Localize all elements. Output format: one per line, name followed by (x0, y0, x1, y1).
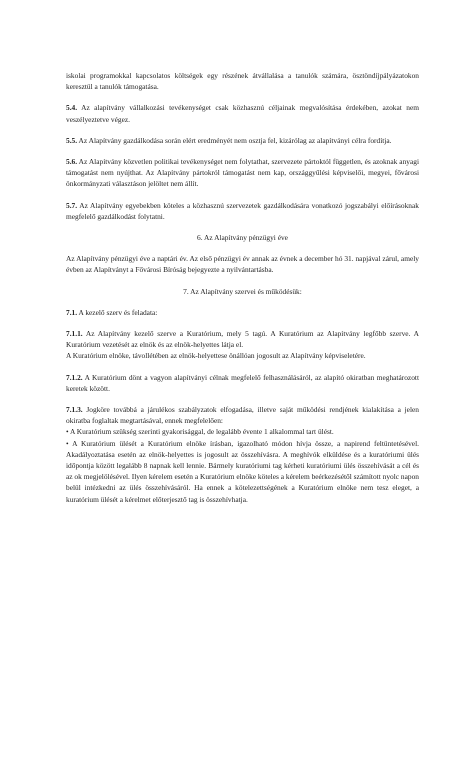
paragraph-number: 7.1.1. (66, 329, 83, 339)
paragraph-5-5 (66, 135, 419, 146)
paragraph-text: Az Alapítvány közvetlen politikai tevékenységet nem folytathat, szervezete pártoktól független, és azoknak anyagi támogatást nem nyújthat. Az Alapítvány pártokról támogatást nem kap, országgyűlési képviselői, megyei, fővárosi önkormányzati választáson jelöltet nem állít. (66, 157, 419, 189)
paragraph-number: 5.4. (66, 103, 78, 113)
subsection-7-1 (66, 307, 419, 318)
paragraph-text: Az alapítvány vállalkozási tevékenységet csak közhasznú céljainak megvalósítása érdekében, azokat nem veszélyeztetve végez. (66, 103, 419, 124)
paragraph-5-4 (66, 102, 419, 124)
bullet-item: • A Kuratórium szükség szerinti gyakorisággal, de legalább évente 1 alkalommal tart ülést. (66, 427, 334, 437)
section-6-heading: 6. Az Alapítvány pénzügyi éve (197, 233, 288, 243)
paragraph-text: Az Alapítvány egyebekben köteles a közhasznú szervezetek gazdálkodására vonatkozó jogszabályi előírásoknak megfelelő gazdálkodást folytatni. (66, 200, 419, 221)
section-7-heading: 7. Az Alapítvány szervei és működésük: (183, 286, 302, 296)
paragraph-text: Az Alapítvány gazdálkodása során elért eredményét nem osztja fel, kizárólag az alapítványi célra fordítja. (78, 135, 392, 145)
bullet-item: • A Kuratórium ülését a Kuratórium elnöke írásban, igazolható módon hívja össze, a napirend feltüntetésével. Akadályoztatása esetén az elnök-helyettes is jogosult az összehívásra. A meghívók elküldése és a kuratóriumi ülés időpontja között legalább 8 napnak kell lennie. Bármely kuratóriumi tag kérheti kuratóriumi ülés összehívását a cél és az ok megjelölésével. Ilyen kérelem esetén a Kuratórium elnöke köteles a kérelem beérkezésétől számított nyolc napon belül intézkedni az ülés összehívásáról. Ha ennek a kötelezettségének a Kuratórium elnöke nem tesz eleget, a kuratórium ülését a kérelmet előterjesztő tag is összehívhatja. (66, 438, 419, 504)
paragraph-number: 5.5. (66, 135, 78, 145)
paragraph-7-1-1-continued: A Kuratórium elnöke, távollétében az elnök-helyettese önállóan jogosult az Alapítvány képviseletére. (66, 351, 366, 361)
paragraph-number: 7.1.2. (66, 372, 83, 382)
paragraph-text: A kezelő szerv és feladata: (78, 307, 158, 317)
paragraph-text: Az Alapítvány kezelő szerve a Kuratórium, mely 5 tagú. A Kuratórium az Alapítvány legfőbb szerve. A Kuratórium vezetését az elnök és az elnök-helyettes látja el. (66, 329, 419, 350)
paragraph-7-1-2 (66, 372, 419, 394)
paragraph-5-7 (66, 200, 419, 222)
paragraph-text: Jogköre továbbá a járulékos szabályzatok elfogadása, illetve saját működési rendjének kialakítása a jelen okiratba foglaltak megtartásával, ennek megfelelően: (66, 405, 419, 426)
paragraph-number: 5.6. (66, 157, 78, 167)
paragraph-7-1-1 (66, 328, 419, 350)
paragraph-number: 7.1.3. (66, 405, 83, 415)
paragraph-intro: iskolai programokkal kapcsolatos költségek egy részének átvállalása a tanulók számára, ösztöndíjpályázatokon keresztül a tanulók támogatása. (66, 71, 419, 92)
paragraph-number: 5.7. (66, 200, 78, 210)
paragraph-5-6 (66, 156, 419, 190)
paragraph-7-1-3 (66, 404, 419, 426)
section-6-text: Az Alapítvány pénzügyi éve a naptári év. Az első pénzügyi év annak az évnek a december hó 31. napjával zárul, amely évben az Alapítványt a Fővárosi Bíróság bejegyezte a nyilvántartásba. (66, 254, 419, 275)
paragraph-text: A Kuratórium dönt a vagyon alapítványi célnak megfelelő felhasználásáról, az alapító okiratban meghatározott keretek között. (66, 372, 419, 393)
paragraph-number: 7.1. (66, 307, 78, 317)
